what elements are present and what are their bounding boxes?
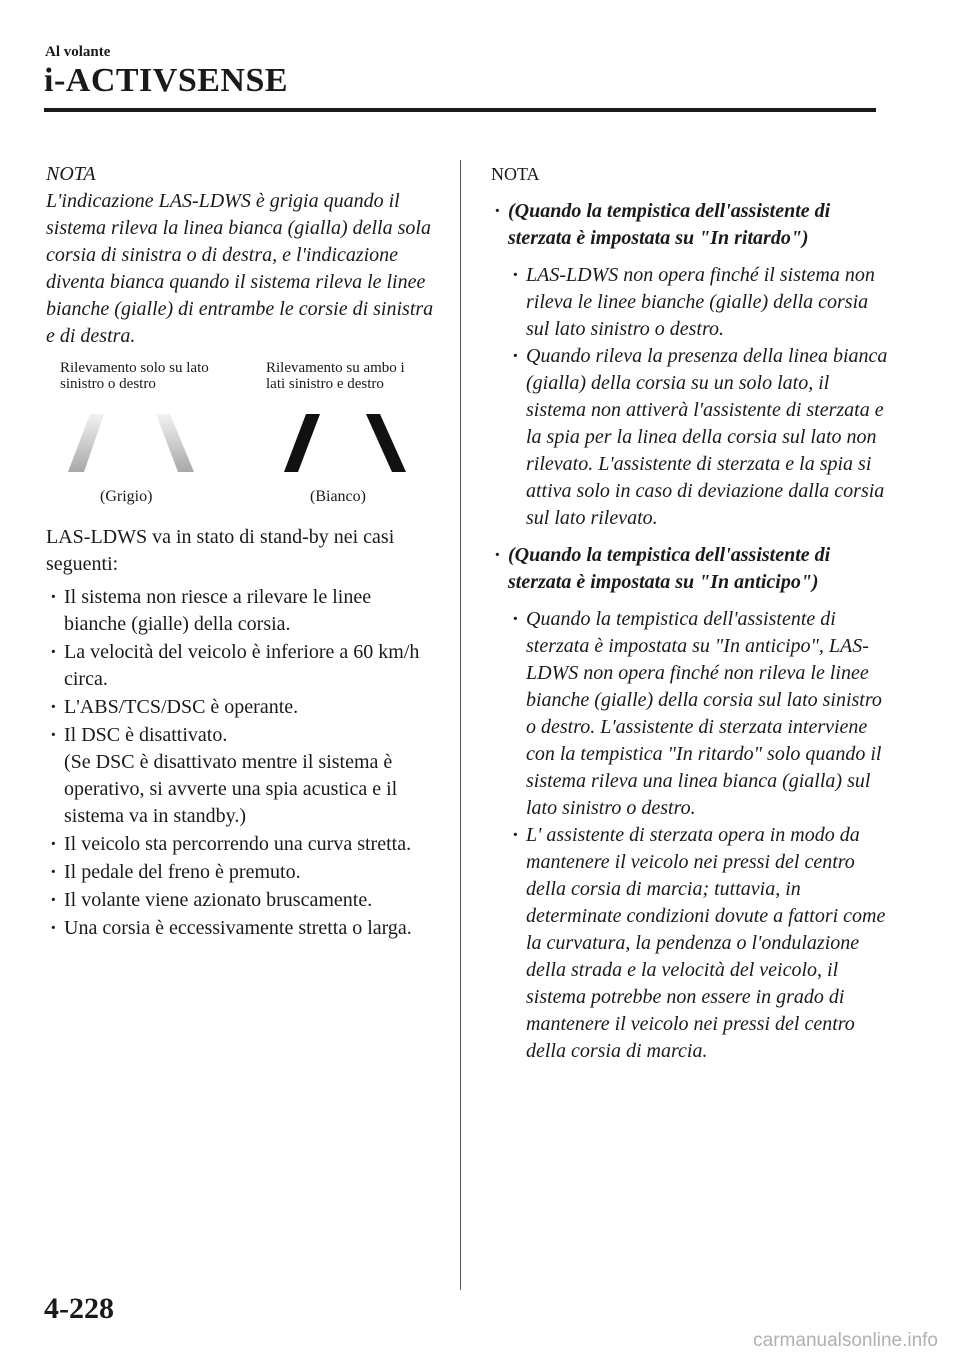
- figure-caption-left: Rilevamento solo su lato sinistro o destro: [60, 360, 209, 392]
- lane-line-left-grey: [68, 414, 104, 472]
- note-text: L'indicazione LAS-LDWS è grigia quando il sistema rileva la linea bianca (gialla) della sola corsia di sinistra o di destra, e l'indicazione diventa bianca quando il sistema rileva le linee bianche (gialle) di entrambe le corsie di sinistra e di destra.: [46, 190, 434, 347]
- note-label: NOTA: [46, 163, 96, 185]
- note-list-early: [490, 606, 890, 1065]
- watermark: carmanualsonline.info: [753, 1330, 938, 1351]
- lane-line-right-grey: [156, 414, 194, 472]
- header-rule: [44, 108, 876, 112]
- right-column: [490, 160, 890, 1065]
- lane-lines-grey-icon: [68, 414, 198, 476]
- list-item: · L' assistente di sterzata opera in modo da mantenere il veicolo nei pressi del centro della corsia di marcia; tuttavia, in determinate condizioni dovute a fattori come la curvatura, la pendenza o l'ondulazione della strada e la velocità del veicolo, il sistema potrebbe non essere in grado di mantenere il veicolo nei pressi del centro della corsia di marcia.: [510, 822, 890, 1065]
- note-heading-early: · (Quando la tempistica dell'assistente di sterzata è impostata su "In anticipo"): [490, 542, 890, 596]
- standby-conditions-list: [46, 584, 438, 942]
- left-column: [46, 160, 438, 943]
- list-item: · Quando rileva la presenza della linea bianca (gialla) della corsia su un solo lato, il sistema non attiverà l'assistente di sterzata e la spia per la linea della corsia sul lato non rilevato. L'assistente di sterzata e la spia si attiva solo in caso di deviazione dalla corsia sul lato rilevato.: [510, 343, 890, 532]
- page-title: i-ACTIVSENSE: [44, 62, 289, 99]
- list-item: · Il DSC è disattivato. (Se DSC è disattivato mentre il sistema è operativo, si avverte una spia acustica e il sistema va in standby.): [46, 722, 438, 830]
- figure-caption-right: Rilevamento su ambo i lati sinistro e destro: [266, 360, 405, 392]
- list-item: · L'ABS/TCS/DSC è operante.: [46, 694, 438, 721]
- list-item: · Il volante viene azionato bruscamente.: [46, 887, 438, 914]
- column-divider: [460, 160, 461, 1290]
- list-item: · Quando la tempistica dell'assistente di sterzata è impostata su "In anticipo", LAS-LDWS non opera finché non rileva le linee bianche (gialle) della corsia sul lato sinistro o destro. L'assistente di sterzata interviene con la tempistica "In ritardo" solo quando il sistema rileva una linea bianca (gialla) sul lato sinistro o destro.: [510, 606, 890, 822]
- standby-intro: LAS-LDWS va in stato di stand-by nei casi seguenti:: [46, 526, 395, 575]
- list-item: · Il pedale del freno è premuto.: [46, 859, 438, 886]
- header-section: Al volante: [45, 44, 111, 60]
- lane-indicator-figure: [46, 354, 438, 514]
- list-item: · La velocità del veicolo è inferiore a 60 km/h circa.: [46, 639, 438, 693]
- dsc-note: (Se DSC è disattivato mentre il sistema è operativo, si avverte una spia acustica e il sistema va in standby.): [64, 751, 398, 827]
- figure-sub-white: (Bianco): [310, 488, 366, 505]
- page-number: 4-228: [44, 1292, 114, 1325]
- list-item: · Il veicolo sta percorrendo una curva stretta.: [46, 831, 438, 858]
- lane-line-left-white: [284, 414, 320, 472]
- list-item: · Una corsia è eccessivamente stretta o larga.: [46, 915, 438, 942]
- figure-sub-grey: (Grigio): [100, 488, 153, 505]
- lane-line-right-white: [366, 414, 406, 472]
- list-item: · Il sistema non riesce a rilevare le linee bianche (gialle) della corsia.: [46, 584, 438, 638]
- note-heading-delayed: · (Quando la tempistica dell'assistente di sterzata è impostata su "In ritardo"): [490, 198, 890, 252]
- list-item: · LAS-LDWS non opera finché il sistema non rileva le linee bianche (gialle) della corsia sul lato sinistro o destro.: [510, 262, 890, 343]
- lane-lines-white-icon: [282, 414, 412, 476]
- note-label-right: NOTA: [491, 164, 540, 184]
- note-list-delayed: [490, 262, 890, 532]
